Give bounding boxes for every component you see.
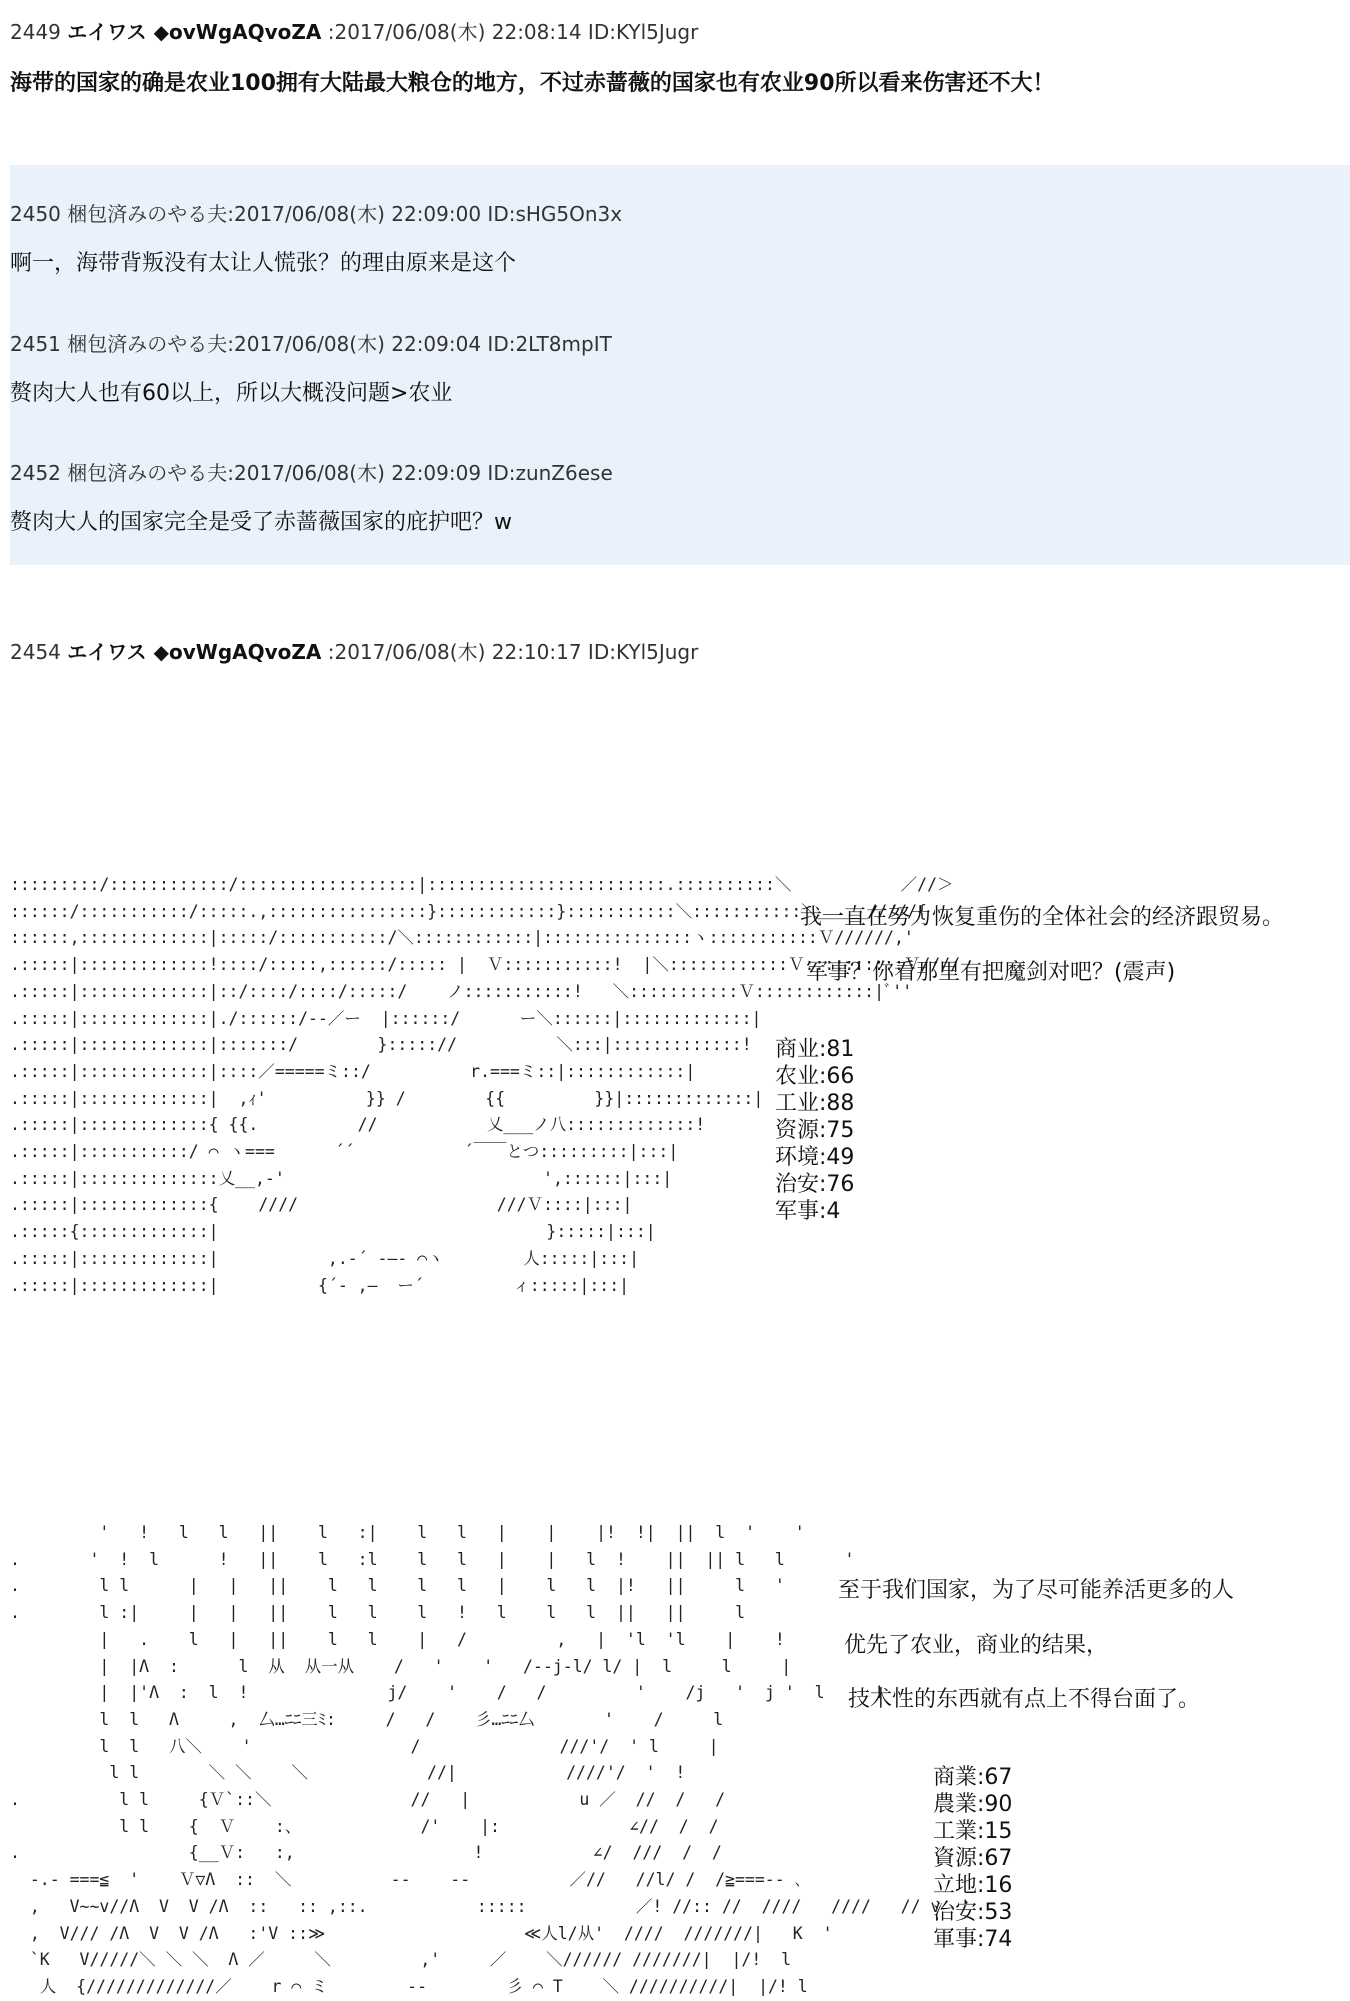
- post-number[interactable]: 2449: [10, 20, 61, 44]
- post-meta: :2017/06/08(木) 22:09:09 ID:zunZ6ese: [227, 461, 613, 485]
- stat-item: 工业:88: [775, 1091, 855, 1116]
- post-header: [10, 328, 612, 357]
- panel1-line-1: 我一直在努力恢复重伤的全体社会的经济跟贸易。: [800, 905, 1285, 930]
- post-meta: :2017/06/08(木) 22:09:04 ID:2LT8mpIT: [227, 332, 612, 356]
- poster-name: 梱包済みのやる夫: [67, 332, 228, 356]
- stat-item: 治安:76: [775, 1172, 855, 1197]
- post-body: 赘肉大人也有60以上，所以大概没问题>农业: [10, 381, 453, 406]
- post-number[interactable]: 2450: [10, 202, 61, 226]
- post-body: 海带的国家的确是农业100拥有大陆最大粮仓的地方，不过赤蔷薇的国家也有农业90所以看来伤害还不大！: [10, 71, 1055, 96]
- stat-item: 商业:81: [775, 1037, 855, 1062]
- ascii-art-character-1: :::::::::/::::::::::::/::::::::::::::::::|::::::::::::::::::::::::.::::::::::＼ ／//＞ ::::::/:::::::::::/:::::.,::::::::::::::::}::::::::::::}:::::::::::＼:::::::::::＼＿＿＿/////{ ::::::,:::::::::::::|:::::/:::::::::::/＼::::::::::::|:::::::::::::::ヽ:::::::::::Ｖ//////,' .:::::|:::::::::::::!::::/:::::,::::::/::::: | Ｖ:::::::::::! |＼::::::::::::Ｖ::::::::::Ｖ//// .:::::|:::::::::::::|::/::::/::::/:::::/ ノ:::::::::::! ＼:::::::::::Ｖ::::::::::::|ﾞ'' .:::::|:::::::::::::|./::::::/--／ー |::::::/ ー＼::::::|:::::::::::::| .:::::|:::::::::::::|:::::::/ }:::::// ＼:::|:::::::::::::! .:::::|:::::::::::::|::::／=====ミ::/ r.===ミ::|::::::::::::| .:::::|:::::::::::::| ,ｨ' }} / {{ }}|:::::::::::::| .:::::|:::::::::::::{ {{. // 乂___ノ八:::::::::::::! .:::::|:::::::::::/ ⌒ ヽ=== ´´ ´￣￣とつ:::::::::|:::| .:::::|::::::::::::::乂__,-' ',::::::|:::| .:::::|:::::::::::::{ //// ///Ｖ::::|:::| .:::::{:::::::::::::| }:::::|:::| .:::::|:::::::::::::| ,.-´ -—- ⌒ヽ 人:::::|:::| .:::::|:::::::::::::| {´‐ ,— ー´ ィ:::::|:::|: [10, 875, 961, 1295]
- post-header: [10, 198, 622, 227]
- stat-item: 资源:75: [775, 1118, 855, 1143]
- stat-item: 商業:67: [933, 1765, 1013, 1790]
- stat-item: 环境:49: [775, 1145, 855, 1170]
- post-header: [10, 457, 613, 486]
- post-meta: :2017/06/08(木) 22:10:17 ID:KYl5Jugr: [327, 640, 699, 664]
- panel1-stats: [775, 1036, 854, 1225]
- post-header: [10, 16, 698, 45]
- stat-item: 立地:16: [933, 1873, 1013, 1898]
- post-body: 赘肉大人的国家完全是受了赤蔷薇国家的庇护吧？w: [10, 510, 512, 535]
- panel2-line-2: 优先了农业，商业的结果，: [844, 1633, 1109, 1658]
- stat-item: 军事:4: [775, 1199, 841, 1224]
- poster-name: エイワス ◆ovWgAQvoZA: [67, 640, 322, 664]
- poster-name: 梱包済みのやる夫: [67, 202, 228, 226]
- ascii-art-character-2: ' ! l l || l :| l l | | |! !| || l ' ' . ' ! l ! || l :l l l | | l ! || || l l ' . l l | | || l l l l | l l |! || l ' , . l :| | | || l l l ! l l l || || l | . l | || l l | / , | 'l 'l | ! | |Λ : l 从 从一从 / ' ' /--j-l/ l/ | l l | | |'Λ : l ! j/ ' / / ' /j ' j ' l ! l l Λ , 厶…ﾆﾆ三ﾐ: / / 彡…ﾆﾆ厶 ' / l l l 八＼ ' / ///'/ ' l | l l ＼ ＼ ＼ //| ////'/ ' ! . l l {Ｖ`::＼ // | u ／ // / / l l { Ｖ :、 /' |: ∠// / / . {__Ｖ: :, ! ∠/ /// / / -.- ===≦ ' Ｖ▽Λ :: ＼ -- -- ／// //l/ / /≧===-- ､ , V~~v//Λ V V /Λ :: :: ,::. ::::: ／! //:: // //// //// // v ' , V/// /Λ V V /Λ :'V ::≫ ≪人l/从' //// ///////| K ' `K V/////＼ ＼ ＼ Λ ／ ＼ ,' ／ ＼////// ///////| |/! l 人 {/////////////／ r ⌒ ミ -- 彡 ⌒ T ＼ //////////| |/! l: [10, 1523, 971, 1996]
- panel2-line-1: 至于我们国家，为了尽可能养活更多的人: [838, 1578, 1235, 1603]
- stat-item: 農業:90: [933, 1792, 1013, 1817]
- panel2-line-3: 技术性的东西就有点上不得台面了。: [848, 1687, 1201, 1712]
- poster-name: 梱包済みのやる夫: [67, 461, 228, 485]
- stat-item: 农业:66: [775, 1064, 855, 1089]
- post-body: 啊一，海带背叛没有太让人慌张？的理由原来是这个: [10, 251, 517, 276]
- panel1-line-2: 军事？你看那里有把魔剑对吧？(震声): [806, 960, 1176, 985]
- stat-item: 軍事:74: [933, 1927, 1013, 1952]
- panel2-stats: [933, 1764, 1012, 1953]
- poster-name: エイワス ◆ovWgAQvoZA: [67, 20, 322, 44]
- post-header: [10, 636, 698, 665]
- post-meta: :2017/06/08(木) 22:09:00 ID:sHG5On3x: [227, 202, 623, 226]
- post-number[interactable]: 2451: [10, 332, 61, 356]
- stat-item: 工業:15: [933, 1819, 1013, 1844]
- post-number[interactable]: 2452: [10, 461, 61, 485]
- post-number[interactable]: 2454: [10, 640, 61, 664]
- post-meta: :2017/06/08(木) 22:08:14 ID:KYl5Jugr: [327, 20, 699, 44]
- stat-item: 資源:67: [933, 1846, 1013, 1871]
- stat-item: 治安:53: [933, 1900, 1013, 1925]
